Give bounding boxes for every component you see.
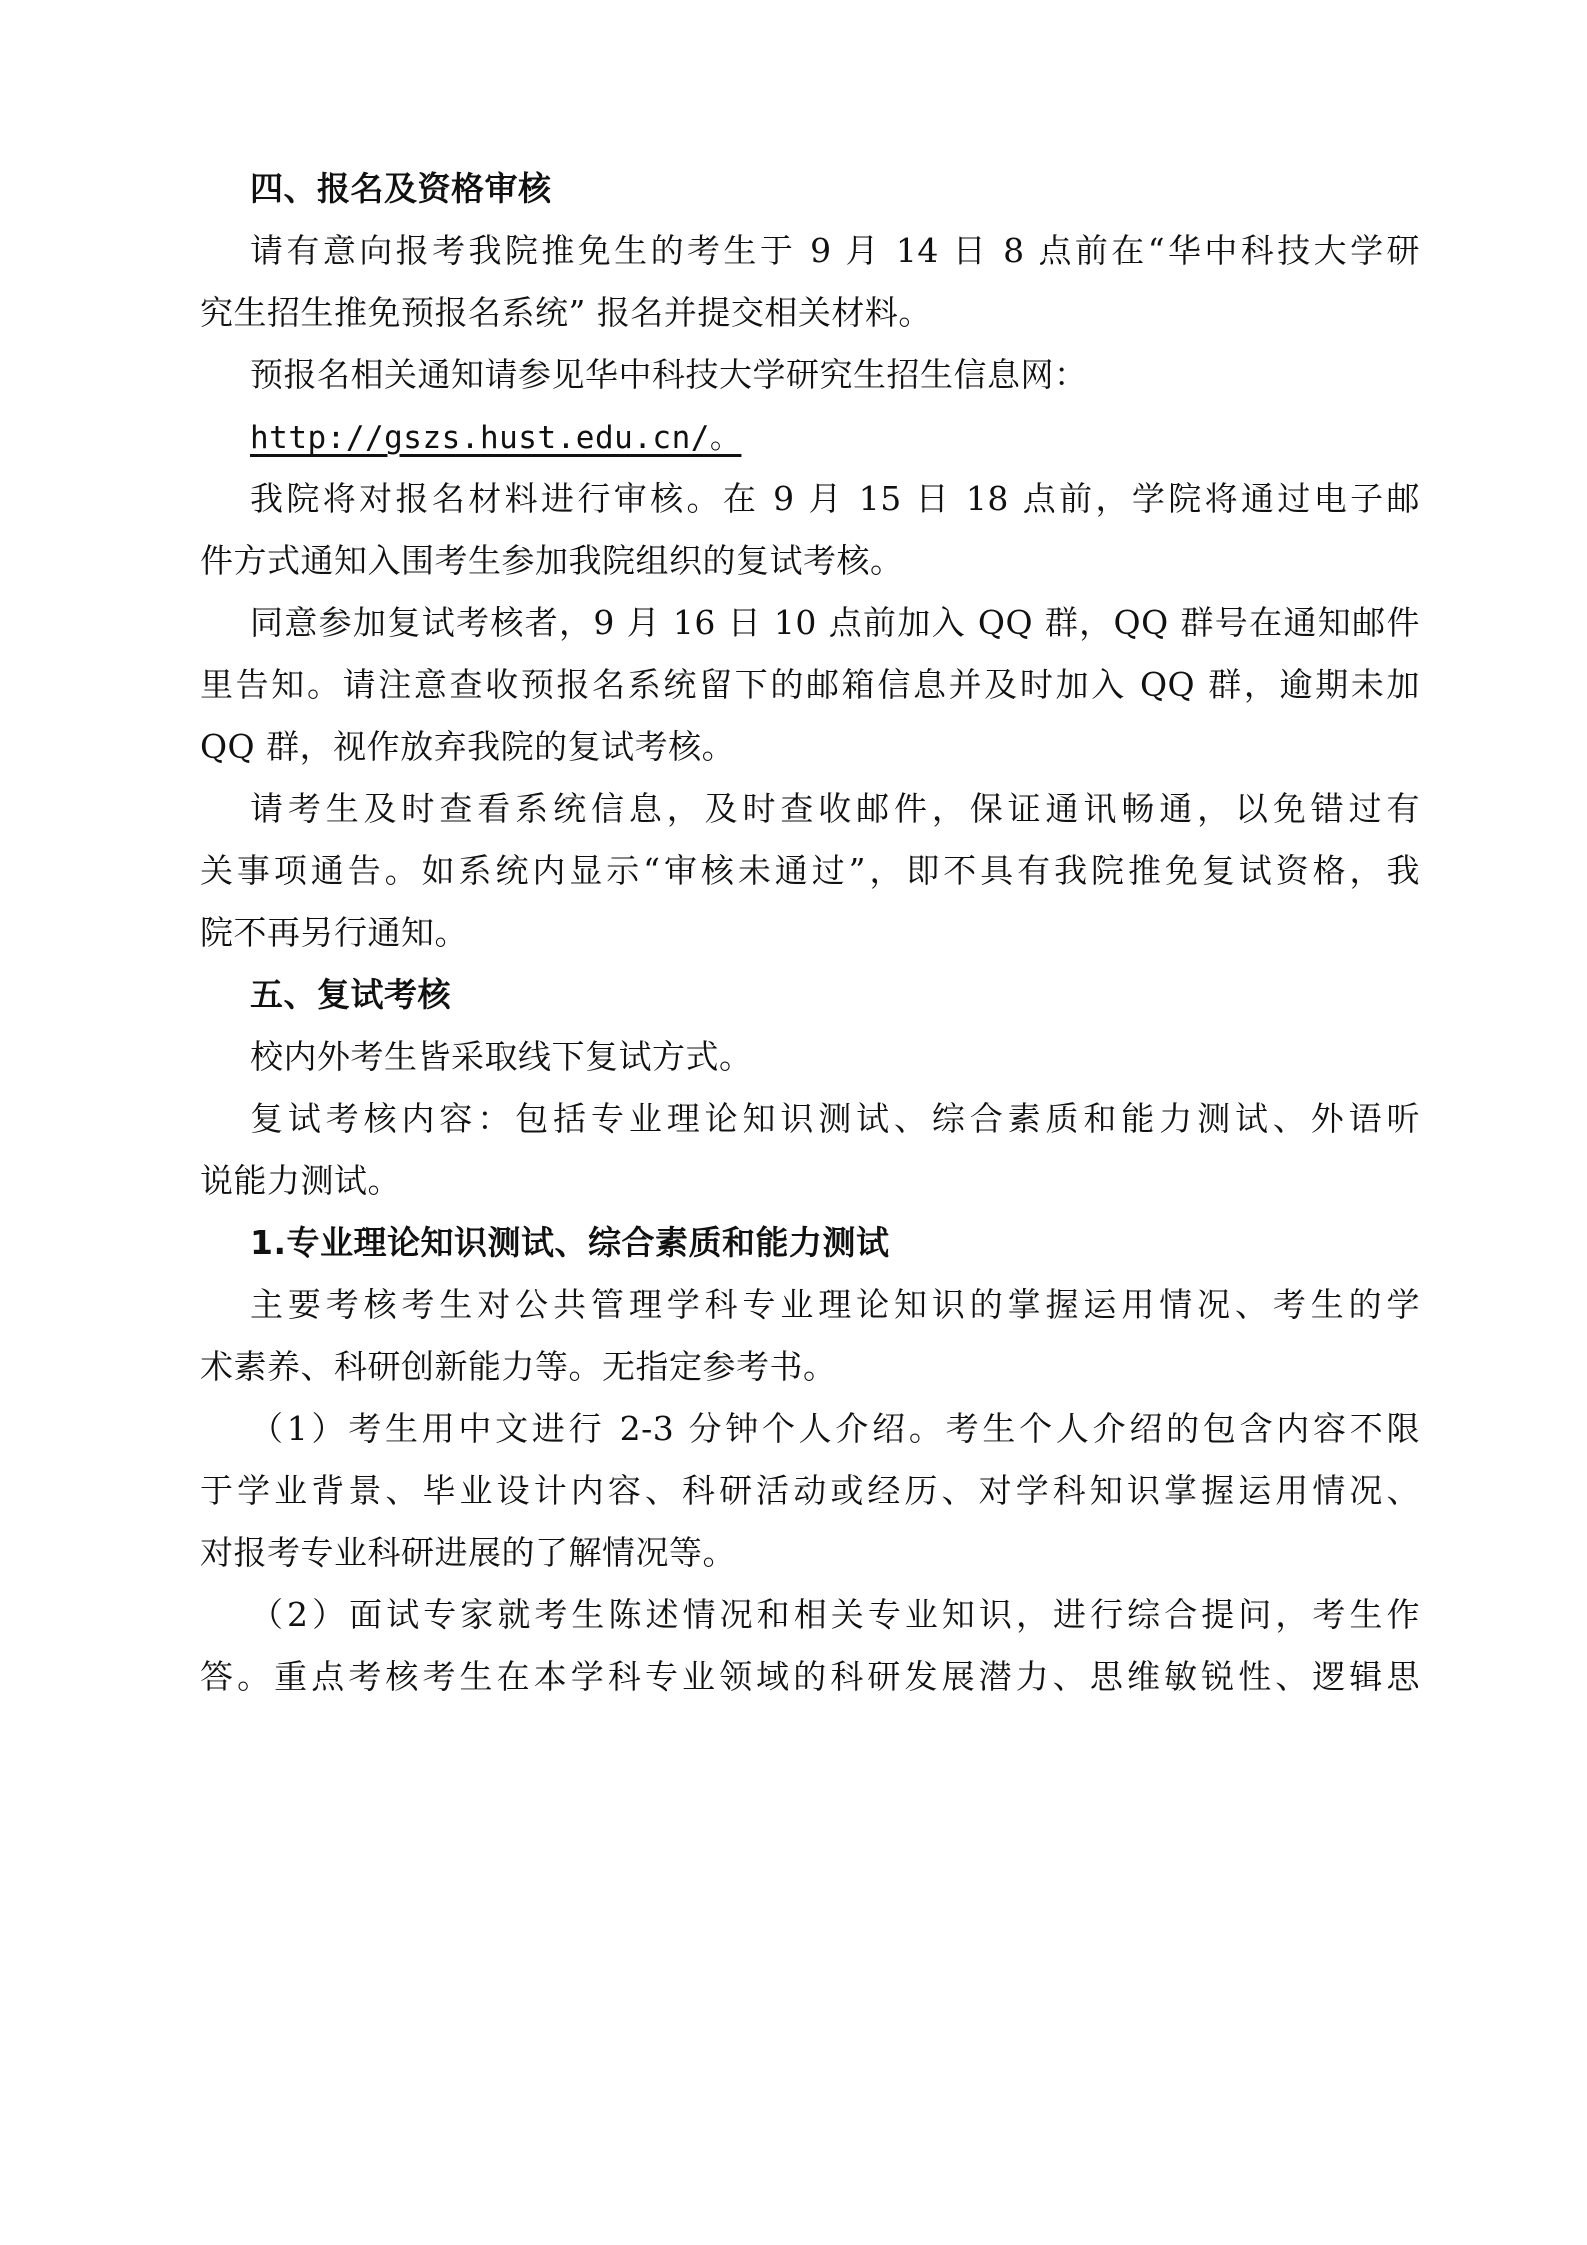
subsection-1-heading: 1.专业理论知识测试、综合素质和能力测试: [250, 1223, 890, 1262]
paragraph-line: 请考生及时查看系统信息，及时查收邮件，保证通讯畅通，以免错过有: [250, 789, 1420, 828]
paragraph-line: 复试考核内容：包括专业理论知识测试、综合素质和能力测试、外语听: [250, 1099, 1420, 1138]
paragraph-line: 同意参加复试考核者，9 月 16 日 10 点前加入 QQ 群，QQ 群号在通知邮件: [250, 603, 1420, 642]
recruitment-site-link[interactable]: http://gszs.hust.edu.cn/。: [250, 420, 742, 456]
paragraph-line: 院不再另行通知。: [200, 913, 468, 952]
paragraph-line: 预报名相关通知请参见华中科技大学研究生招生信息网：: [250, 355, 1088, 394]
paragraph-line: 术素养、科研创新能力等。无指定参考书。: [200, 1347, 837, 1386]
paragraph-line: （2）面试专家就考生陈述情况和相关专业知识，进行综合提问，考生作: [250, 1595, 1420, 1634]
section-4-heading: 四、报名及资格审核: [250, 169, 552, 208]
paragraph-line: 请有意向报考我院推免生的考生于 9 月 14 日 8 点前在“华中科技大学研: [250, 231, 1420, 270]
paragraph-line: 关事项通告。如系统内显示“审核未通过”，即不具有我院推免复试资格，我: [200, 851, 1420, 890]
paragraph-line: 主要考核考生对公共管理学科专业理论知识的掌握运用情况、考生的学: [250, 1285, 1420, 1324]
paragraph-line: 于学业背景、毕业设计内容、科研活动或经历、对学科知识掌握运用情况、: [200, 1471, 1420, 1510]
paragraph-line: 件方式通知入围考生参加我院组织的复试考核。: [200, 541, 904, 580]
document-body: [200, 158, 1420, 1708]
paragraph-line: 究生招生推免预报名系统” 报名并提交相关材料。: [200, 293, 932, 332]
paragraph-line: 里告知。请注意查收预报名系统留下的邮箱信息并及时加入 QQ 群，逾期未加: [200, 665, 1420, 704]
paragraph-line: QQ 群，视作放弃我院的复试考核。: [200, 727, 736, 766]
paragraph-line: 我院将对报名材料进行审核。在 9 月 15 日 18 点前，学院将通过电子邮: [250, 479, 1420, 518]
paragraph-line: 说能力测试。: [200, 1161, 401, 1200]
section-5-heading: 五、复试考核: [250, 975, 451, 1014]
paragraph-line: （1）考生用中文进行 2-3 分钟个人介绍。考生个人介绍的包含内容不限: [250, 1409, 1420, 1448]
paragraph-line: [250, 406, 1420, 468]
paragraph-line: 校内外考生皆采取线下复试方式。: [250, 1037, 753, 1076]
paragraph-line: 答。重点考核考生在本学科专业领域的科研发展潜力、思维敏锐性、逻辑思: [200, 1657, 1420, 1696]
paragraph-line: 对报考专业科研进展的了解情况等。: [200, 1533, 736, 1572]
